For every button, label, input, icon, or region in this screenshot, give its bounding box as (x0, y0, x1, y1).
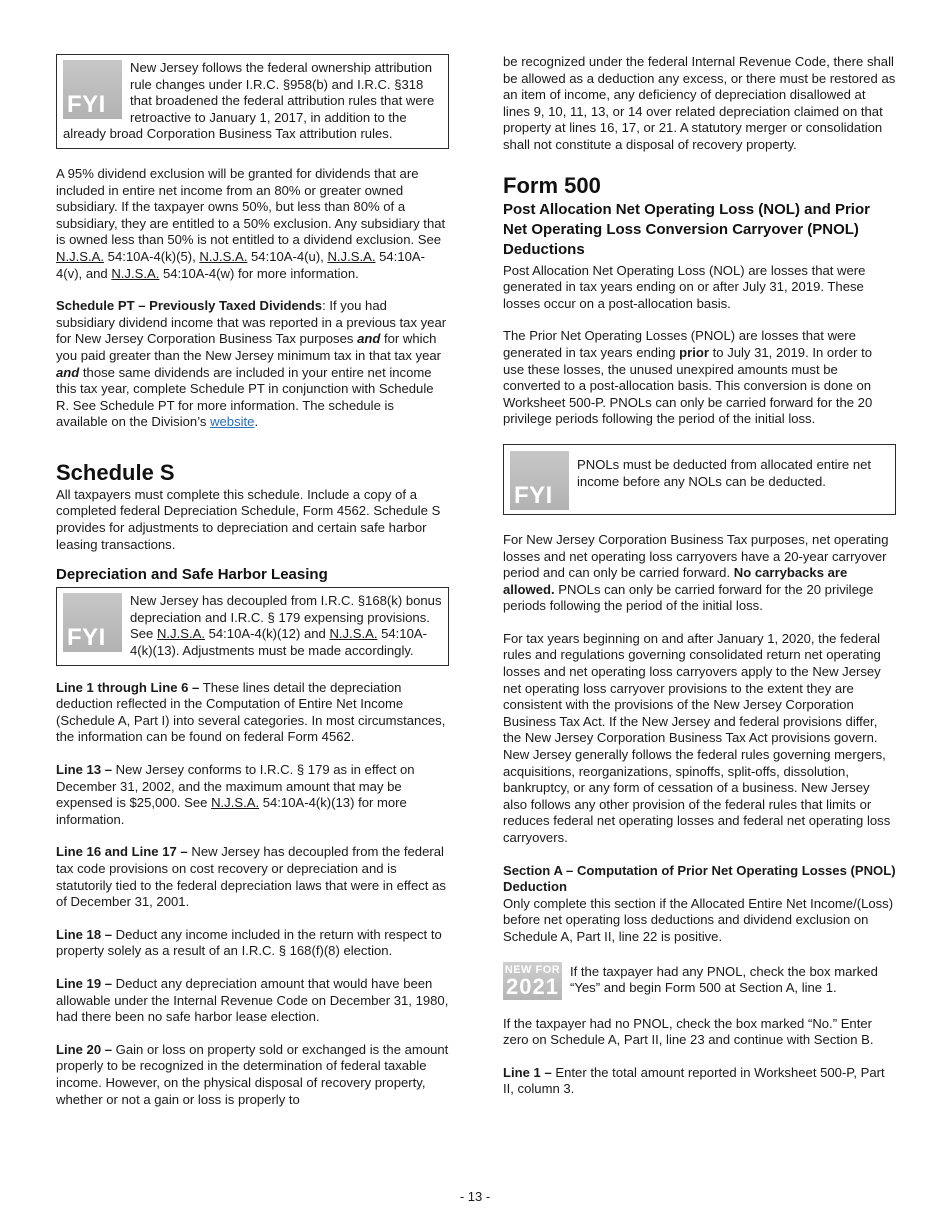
schedule-s-paragraph: All taxpayers must complete this schedule. Include a copy of a completed federal Depreciation Schedule, Form 4562. Schedule S provides for adjustments to depreciation and certain safe harbor leasing transactions. (56, 486, 441, 552)
section-a-heading: Section A – Computation of Prior Net Operating Losses (PNOL) Deduction (503, 862, 896, 895)
new-for-2021-icon (503, 962, 562, 1000)
line-19-paragraph (56, 976, 449, 1026)
line-18-paragraph (56, 927, 449, 960)
fyi-icon (510, 451, 569, 510)
dividend-exclusion-paragraph (56, 166, 449, 282)
text: Deduct any income included in the return with respect to property solely as a result of an I.R.C. § 168(f)(8) election. (56, 926, 442, 959)
schedule-pt-paragraph (56, 298, 449, 431)
text: These lines detail the depreciation deduction reflected in the Computation of Entire Net Income (Schedule A, Part I) into several categories. In most circumstances, the information can be found on federal Form 4562. (56, 679, 446, 745)
tax-years-2020-paragraph: For tax years beginning on and after January 1, 2020, the federal rules and regulations governing consolidated return net operating losses and net operating loss carryovers apply to the New Jersey net operating loss carryover provisions to the extent they are consistent with the provisions of the New Jersey Corporation Business Tax Act. If the New Jersey and federal provisions differ, the New Jersey Corporation Business Tax Act provisions govern. New Jersey generally follows the federal rules governing mergers, acquisitions, reorganizations, spinoffs, split-offs, dissolution, bankruptcy, or any form of cessation of a business. New Jersey also follows any other provision of the federal rules that limits or reduces federal net operating losses and federal net operating loss carryovers. (503, 630, 891, 845)
text: Deduct any depreciation amount that would have been allowable under the Internal Revenue Code on December 31, 1980, had there been no safe harbor lease election. (56, 975, 449, 1025)
text: for which you paid greater than the New Jersey minimum tax in that tax year (56, 331, 441, 363)
text: : If you had subsidiary dividend income that was reported in a previous tax year for New Jersey Corporation Business Tax purposes (56, 298, 447, 347)
line-20-continued-paragraph: be recognized under the federal Internal Revenue Code, there shall be allowed as a deduction any excess, or there must be restored as an item of income, any deficiency of depreciation disallowed at lines 9, 10, 11, 13, or 14 over related depreciation claimed on that property at lines 16, 17, or 21. A statutory merger or consolidation shall not constitute a disposal of recovery property. (503, 54, 896, 152)
emphasis-and: and (357, 331, 381, 347)
line-label: Line 16 and Line 17 – (56, 844, 188, 860)
text: For New Jersey Corporation Business Tax purposes, net operating losses and net operating loss carryovers have a 20-year carryover period and can only be carried forward. (503, 531, 889, 581)
text: to July 31, 2019. In order to use these losses, the unused unexpired amounts must be converted to a post-allocation basis. This conversion is done on Worksheet 500-P. PNOLs can only be carried forward for the 20 privilege periods following the period of the initial loss. (503, 344, 873, 427)
text: Gain or loss on property sold or exchanged is the amount properly to be recognized in the determination of federal taxable income. However, on the physical disposal of recovery property, whether or not a gain or loss is properly to (56, 1041, 449, 1107)
text: New Jersey has decoupled from I.R.C. §168(k) bonus depreciation and I.R.C. § 179 expensing provisions. See (130, 593, 442, 642)
njsa-ref: N.J.S.A. (329, 626, 378, 642)
line-20-paragraph (56, 1042, 449, 1108)
line-label: Line 1 through Line 6 – (56, 679, 200, 695)
text: 54:10A-4(k)(13). Adjustments must be made accordingly. (130, 626, 427, 659)
emphasis-and: and (56, 364, 80, 380)
section-a-paragraph: Only complete this section if the Allocated Entire Net Income/(Loss) before net operating loss deductions and dividend exclusion on Schedule A, Part II, line 22 is positive. (503, 895, 894, 944)
badge-year-text: 2021 (506, 973, 559, 999)
njsa-ref: N.J.S.A. (211, 795, 260, 811)
fyi-icon (63, 593, 122, 652)
text: 54:10A-4(u), (247, 248, 328, 264)
text: 54:10A-4(k)(13) for more information. (56, 795, 407, 827)
text: The Prior Net Operating Losses (PNOL) are losses that were generated in tax years ending (503, 328, 856, 360)
text: 54:10A-4(w) for more information. (159, 265, 359, 281)
new-for-2021-note (503, 962, 896, 1000)
fyi-badge-label: FYI (514, 481, 553, 509)
line-1-6-paragraph (56, 680, 449, 746)
schedule-pt-heading: Schedule PT – Previously Taxed Dividends (56, 298, 323, 314)
text: PNOLs can only be carried forward for the 20 privilege periods following the period of the initial loss. (503, 581, 874, 614)
fyi-box-pnol (503, 444, 896, 515)
text: . (254, 414, 259, 430)
post-allocation-nol-paragraph: Post Allocation Net Operating Loss (NOL) are losses that were generated in tax years ending on or after July 31, 2019. These losses occur on a post-allocation basis. (503, 262, 866, 311)
fyi-icon (63, 60, 122, 119)
fyi-box-decoupled (56, 587, 449, 665)
text: A 95% dividend exclusion will be granted for dividends that are included in entire net income from an 80% or greater owned subsidiary. If the taxpayer owns 50%, but less than 80% of a subsidiary, they are entitled to a 50% exclusion. Any subsidiary that is owned less than 50% is not entitled to a dividend exclusion. See (56, 165, 446, 248)
no-pnol-paragraph: If the taxpayer had no PNOL, check the box marked “No.” Enter zero on Schedule A, Part II, line 23 and continue with Section B. (503, 1015, 874, 1048)
line-label: Line 19 – (56, 975, 113, 991)
njsa-ref: N.J.S.A. (199, 248, 248, 264)
new-for-2021-text: If the taxpayer had any PNOL, check the box marked “Yes” and begin Form 500 at Section A, line 1. (570, 963, 878, 996)
form-500-title: Form 500 (503, 172, 601, 198)
njsa-ref: N.J.S.A. (156, 626, 205, 642)
line-13-paragraph (56, 762, 449, 828)
text: Enter the total amount reported in Worksheet 500-P, Part II, column 3. (503, 1064, 885, 1097)
nj-cbt-nol-paragraph (503, 532, 896, 615)
line-label: Line 13 – (56, 762, 113, 777)
fyi-text: PNOLs must be deducted from allocated entire net income before any NOLs can be deducted. (577, 456, 872, 489)
text: 54:10A-4(v), and (56, 248, 425, 281)
line-1-paragraph (503, 1065, 896, 1098)
badge-top-text: NEW FOR (504, 963, 561, 976)
left-column (56, 54, 449, 1124)
line-label: Line 1 – (503, 1064, 552, 1080)
fyi-badge-label: FYI (67, 624, 106, 652)
depreciation-heading: Depreciation and Safe Harbor Leasing (56, 566, 328, 584)
form-500-subtitle: Post Allocation Net Operating Loss (NOL) and Prior Net Operating Loss Conversion Carryover (PNOL) Deductions (503, 200, 870, 258)
text: those same dividends are included in your entire net income this tax year, complete Schedule PT in conjunction with Schedule R. See Schedule PT for more information. The schedule is available on the Division’s (56, 364, 434, 430)
text: 54:10A-4(k)(12) and (204, 626, 330, 642)
fyi-badge-label: FYI (67, 91, 106, 118)
text: New Jersey conforms to I.R.C. § 179 as in effect on December 31, 2002, and the maximum amount that may be expensed is $25,000. See (56, 762, 415, 811)
page-number: - 13 - (459, 1189, 491, 1204)
emphasis-no-carrybacks: No carrybacks are allowed. (503, 565, 848, 597)
fyi-text: New Jersey follows the federal ownership attribution rule changes under I.R.C. §958(b) and I.R.C. §318 that broadened the federal attribution rules that were retroactive to January 1, 2017, in addition to the already broad Corporation Business Tax attribution rules. (63, 60, 435, 142)
line-label: Line 18 – (56, 926, 113, 942)
line-16-17-paragraph (56, 844, 449, 910)
right-column (503, 54, 896, 1114)
njsa-ref: N.J.S.A. (56, 248, 105, 264)
line-label: Line 20 – (56, 1041, 113, 1057)
schedule-s-title: Schedule S (56, 459, 175, 485)
fyi-box-attribution (56, 54, 449, 149)
njsa-ref: N.J.S.A. (327, 248, 376, 264)
pnol-paragraph (503, 328, 896, 428)
njsa-ref: N.J.S.A. (111, 265, 160, 281)
text: New Jersey has decoupled from the federal tax code provisions on cost recovery or depreciation and is statutorily tied to the federal depreciation laws that were in effect as of December 31, 2001. (56, 844, 446, 910)
website-link[interactable]: website (210, 414, 255, 430)
text: 54:10A-4(k)(5), (104, 248, 200, 264)
emphasis-prior: prior (679, 344, 709, 360)
